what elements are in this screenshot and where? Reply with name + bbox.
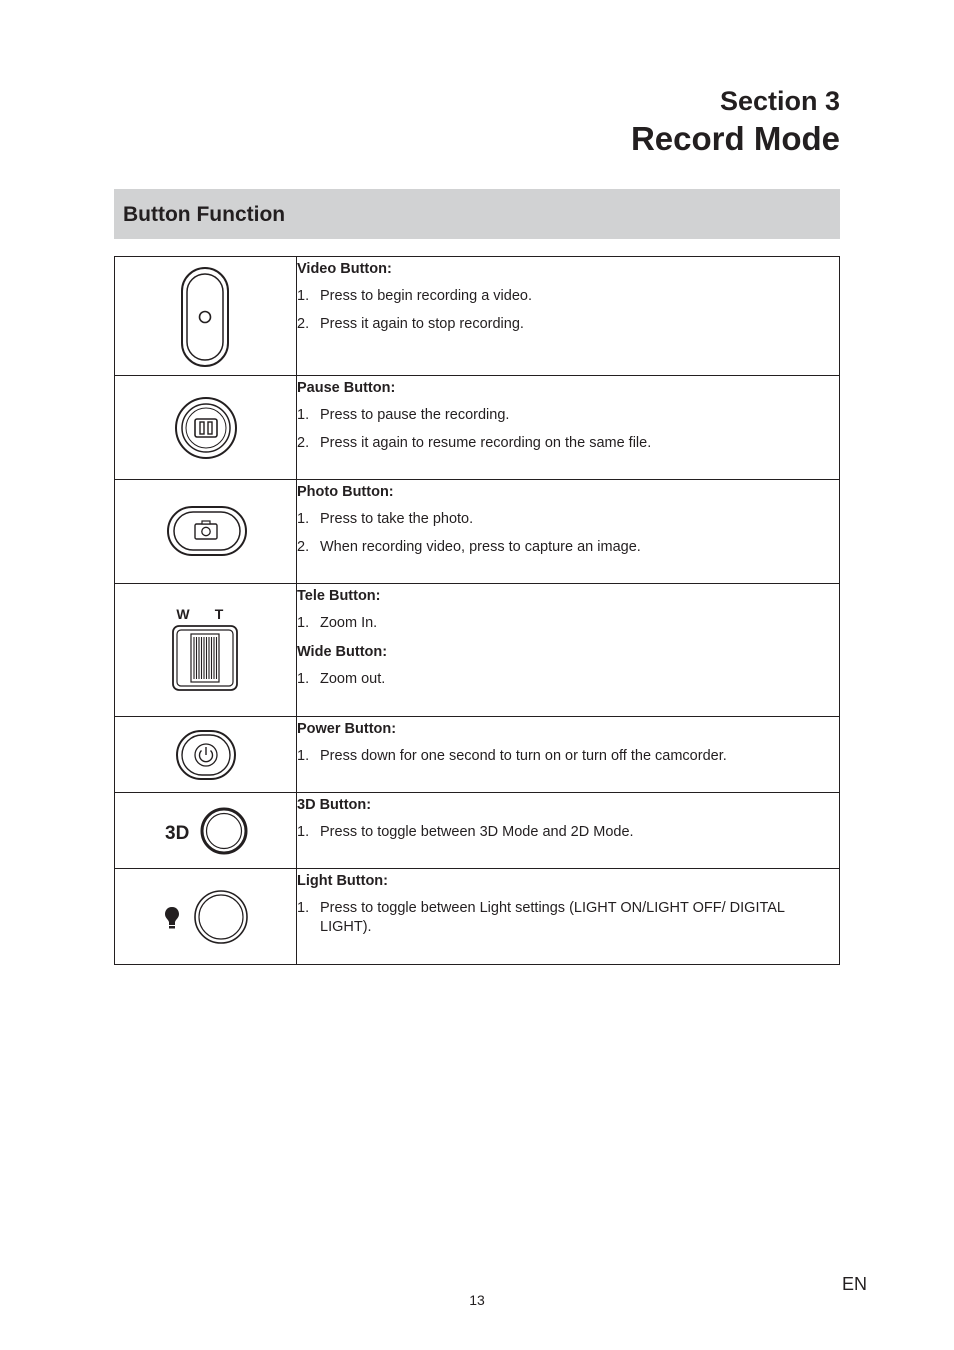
description-cell — [297, 717, 840, 793]
step-list — [297, 287, 839, 334]
list-item — [297, 614, 839, 633]
step-number: 1. — [297, 671, 310, 687]
step-text: Press to begin recording a video. — [320, 288, 532, 304]
step-number: 1. — [297, 288, 310, 304]
3d-button-icon — [161, 805, 251, 857]
pause-button-icon — [173, 395, 239, 461]
table-row — [115, 793, 840, 869]
wide-label: W — [176, 606, 190, 622]
page-title: Record Mode — [630, 120, 840, 157]
icon-cell — [115, 584, 297, 717]
button-name: Pause Button: — [297, 380, 396, 396]
step-number: 1. — [297, 748, 310, 764]
table-row — [115, 717, 840, 793]
table-row — [115, 869, 840, 965]
table-row — [115, 584, 840, 717]
step-text: When recording video, press to capture an image. — [320, 539, 641, 555]
step-number: 1. — [297, 615, 310, 631]
description-cell — [297, 793, 840, 869]
step-list — [297, 406, 839, 453]
page-number: 13 — [469, 1292, 485, 1308]
button-name: Video Button: — [297, 261, 392, 277]
list-item — [297, 287, 839, 306]
button-name: Tele Button: — [297, 588, 381, 604]
list-item — [297, 434, 839, 453]
light-button-icon — [161, 887, 251, 947]
icon-cell — [115, 717, 297, 793]
step-list — [297, 899, 839, 937]
table-row — [115, 480, 840, 584]
list-item — [297, 538, 839, 557]
step-text: Press to toggle between 3D Mode and 2D Mode. — [320, 824, 634, 840]
description-cell — [297, 257, 840, 376]
icon-cell — [115, 793, 297, 869]
step-number: 1. — [297, 900, 310, 916]
step-number: 1. — [297, 824, 310, 840]
list-item — [297, 670, 839, 689]
step-text: Zoom out. — [320, 671, 386, 687]
step-list — [297, 510, 839, 557]
photo-button-icon — [165, 504, 249, 558]
step-number: 2. — [297, 316, 310, 332]
step-text: Press to take the photo. — [320, 511, 474, 527]
step-number: 2. — [297, 539, 310, 555]
section-heading-band — [114, 189, 840, 239]
description-cell — [297, 869, 840, 965]
step-text: Press it again to resume recording on the same file. — [320, 435, 652, 451]
table-row — [115, 257, 840, 376]
step-text: Zoom In. — [320, 615, 378, 631]
list-item — [297, 747, 839, 766]
tele-label: T — [214, 606, 224, 622]
icon-cell — [115, 257, 297, 376]
step-list — [297, 614, 839, 633]
list-item — [297, 823, 839, 842]
language-label: EN — [841, 1274, 867, 1294]
step-number: 1. — [297, 407, 310, 423]
button-name: 3D Button: — [297, 797, 372, 813]
3d-label: 3D — [165, 823, 190, 844]
step-number: 1. — [297, 511, 310, 527]
step-text: Press it again to stop recording. — [320, 316, 524, 332]
step-list — [297, 747, 839, 766]
button-name: Photo Button: — [297, 484, 394, 500]
step-text: Press down for one second to turn on or turn off the camcorder. — [320, 748, 727, 764]
list-item — [297, 406, 839, 425]
list-item — [297, 315, 839, 334]
zoom-lever-icon — [171, 604, 241, 694]
description-cell — [297, 480, 840, 584]
section-number: Section 3 — [719, 86, 840, 116]
button-name: Wide Button: — [297, 644, 388, 660]
description-cell — [297, 584, 840, 717]
button-name: Power Button: — [297, 721, 397, 737]
step-text: Press to pause the recording. — [320, 407, 510, 423]
button-name: Light Button: — [297, 873, 388, 889]
list-item — [297, 899, 790, 937]
description-cell — [297, 376, 840, 480]
step-list — [297, 670, 839, 689]
step-text: Press to toggle between Light settings (LIGHT ON/LIGHT OFF/ DIGITAL LIGHT). — [320, 900, 785, 935]
button-function-table — [114, 256, 840, 965]
step-number: 2. — [297, 435, 310, 451]
list-item — [297, 510, 839, 529]
step-list — [297, 823, 839, 842]
video-button-icon — [175, 265, 235, 369]
power-button-icon — [174, 728, 238, 782]
table-row — [115, 376, 840, 480]
icon-cell — [115, 869, 297, 965]
section-heading: Button Function — [123, 203, 286, 226]
icon-cell — [115, 480, 297, 584]
icon-cell — [115, 376, 297, 480]
